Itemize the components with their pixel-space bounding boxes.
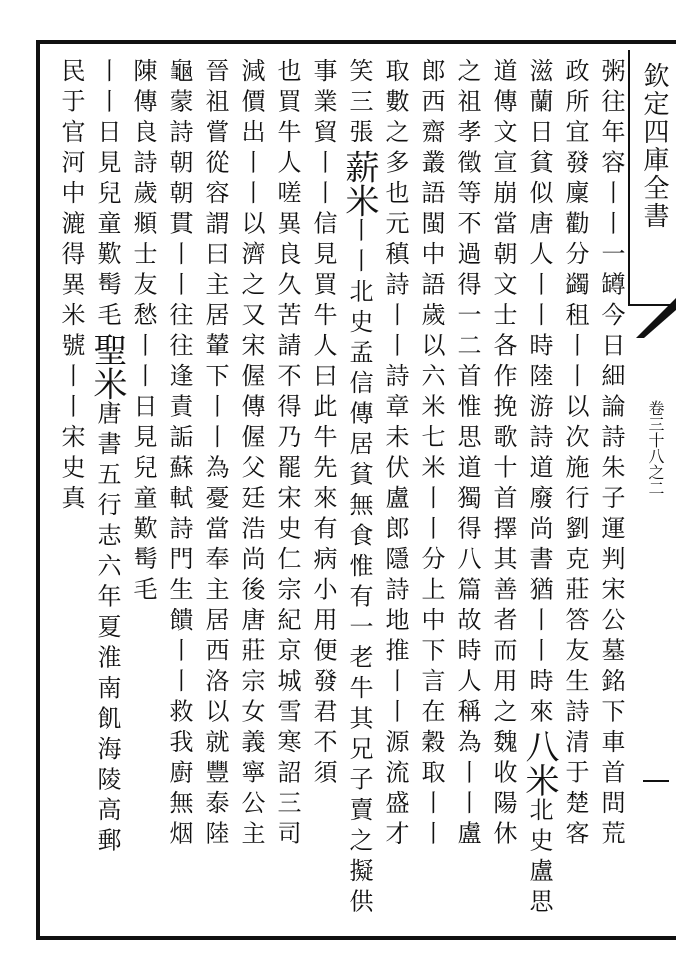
text-segment: 郎西齋叢語閩中語歲以六米七米丨丨分上中下言在穀取丨丨 [417,58,445,851]
entry-heading: 八米 [519,729,559,797]
text-segment: 龜蒙詩朝朝貫丨丨往往逢責詬蘇軾詩門生饋丨丨救我廚無烟 [165,58,193,851]
text-column [162,58,196,928]
text-segment: 丨丨北史孟信傳居貧無食惟有一老牛其兄子賣之擬供 [345,217,373,919]
text-column [87,58,127,928]
text-segment: 道傳文宣崩當朝文士各作挽歌十首擇其善者而用之魏收陽休 [489,58,517,851]
text-segment: 取數之多也元稹詩丨丨詩章未伏盧郎隱詩地推丨丨源流盛才 [381,58,409,851]
text-segment: 事業貿丨丨信見買牛人曰此牛先來有病小用便發君不須 [309,58,337,790]
text-segment: 陳傳良詩歲頫士友愁丨丨日見兒童歎髩毛 [129,58,157,607]
text-column [486,58,520,928]
text-column [594,58,628,928]
text-segment: 北史盧思 [525,797,553,919]
text-column [519,58,559,928]
text-segment: 粥往年容丨丨一罇今日細論詩朱子運判宋公墓銘下車首問荒 [597,58,625,851]
text-segment: 之祖孝徵等不過得一二首惟思道獨得八篇故時人稱為丨丨盧 [453,58,481,851]
text-segment: 丨丨日見兒童歎髩毛 [93,58,121,333]
text-columns [48,58,628,928]
text-segment: 笑三張 [345,58,373,150]
text-column [450,58,484,928]
text-segment: 唐書五行志六年夏淮南飢海陵高郵 [93,400,121,858]
text-segment: 也買牛人嗟異良久苦請不得乃罷宋史仁宗紀京城雪寒詔三司 [273,58,301,851]
text-segment: 晉祖嘗從容謂曰主居輦下丨丨為憂當奉主居西洛以就豐泰陸 [201,58,229,851]
entry-heading: 聖米 [87,332,127,401]
text-column [378,58,412,928]
text-column [270,58,304,928]
volume-label: 卷三十八之二 [646,400,665,496]
text-column [558,58,592,928]
header-box [628,50,676,306]
text-column [414,58,448,928]
text-segment: 政所宜發廩勸分蠲租丨丨以次施行劉克莊答友生詩清于楚客 [561,58,589,851]
text-column [306,58,340,928]
book-title: 欽定四庫全書 [639,62,669,230]
entry-heading: 薪米 [339,149,379,218]
text-segment: 滋蘭日貧似唐人丨丨時陸游詩道廢尚書猶丨丨時來 [525,58,553,729]
text-column [339,58,379,928]
text-column [234,58,268,928]
text-segment: 減價出丨丨以濟之又宋偓傳偓父廷浩尚後唐莊宗女義寧公主 [237,58,265,851]
margin-dash [643,780,669,782]
text-column [54,58,88,928]
text-column [126,58,160,928]
text-column [198,58,232,928]
text-segment: 民于官河中漉得異米號丨丨宋史真 [57,58,85,516]
